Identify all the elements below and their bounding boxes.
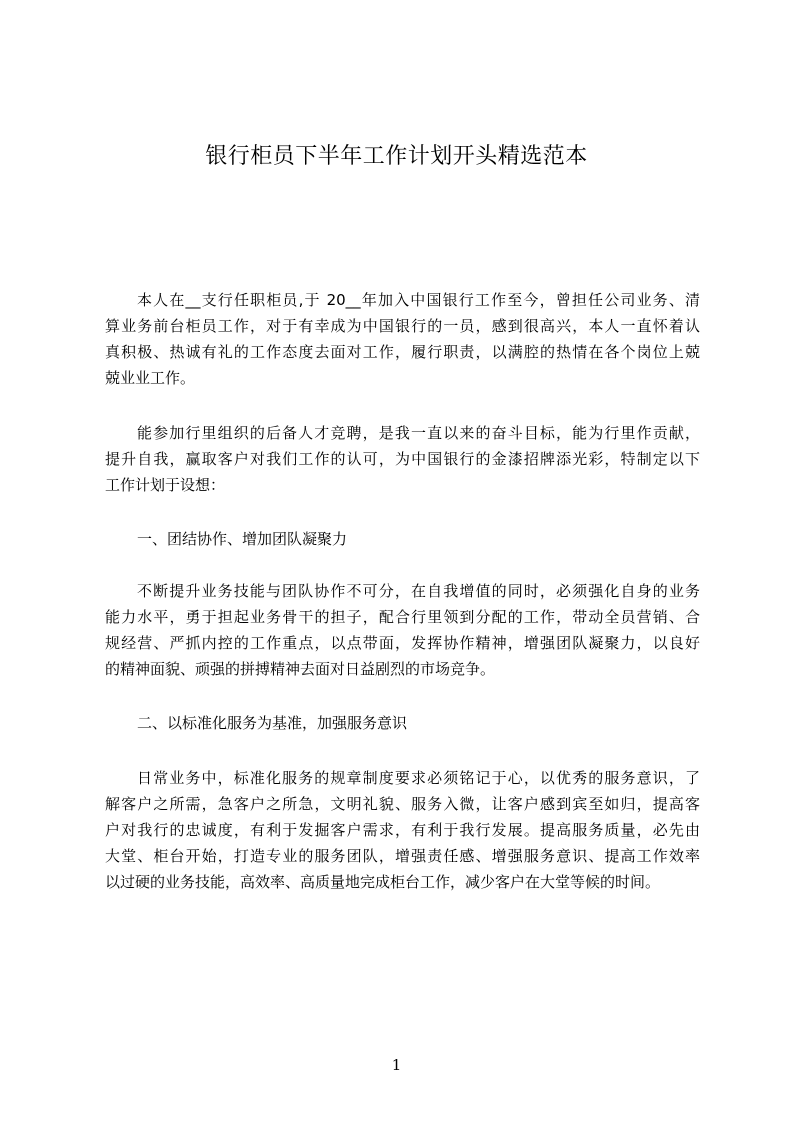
page-number: 1 <box>391 1056 402 1074</box>
paragraph-line: 能参加行里组织的后备人才竞聘，是我一直以来的奋斗目标，能为行里作贡献， <box>137 424 700 442</box>
paragraph-line: 工作计划于设想： <box>105 476 226 494</box>
paragraph-line: 日常业务中，标准化服务的规章制度要求必须铭记于心，以优秀的服务意识，了 <box>137 769 700 787</box>
paragraph-line: 的精神面貌、顽强的拼搏精神去面对日益剧烈的市场竞争。 <box>105 660 496 678</box>
document-title: 银行柜员下半年工作计划开头精选范本 <box>205 144 588 169</box>
paragraph-line: 兢业业工作。 <box>105 369 196 387</box>
paragraph-line: 以过硬的业务技能，高效率、高质量地完成柜台工作，减少客户在大堂等候的时间。 <box>105 873 661 891</box>
paragraph-line: 户对我行的忠诚度，有利于发掘客户需求，有利于我行发展。提高服务质量，必先由 <box>105 821 700 839</box>
paragraph-teamwork <box>105 578 700 682</box>
paragraph-goal <box>105 420 700 498</box>
paragraph-line: 提升自我，赢取客户对我们工作的认可，为中国银行的金漆招牌添光彩，特制定以下 <box>105 450 700 468</box>
paragraph-line: 不断提升业务技能与团队协作不可分，在自我增值的同时，必须强化自身的业务 <box>137 582 700 600</box>
section-heading-2: 二、以标准化服务为基准，加强服务意识 <box>137 714 408 732</box>
paragraph-line: 能力水平，勇于担起业务骨干的担子，配合行里领到分配的工作，带动全员营销、合 <box>105 608 700 626</box>
paragraph-line: 规经营、严抓内控的工作重点，以点带面，发挥协作精神，增强团队凝聚力，以良好 <box>105 634 700 652</box>
paragraph-line: 真积极、热诚有礼的工作态度去面对工作，履行职责，以满腔的热情在各个岗位上兢 <box>105 343 700 361</box>
paragraph-line: 解客户之所需，急客户之所急，文明礼貌、服务入微，让客户感到宾至如归，提高客 <box>105 795 700 813</box>
paragraph-line: 本人在__支行任职柜员,于 20__年加入中国银行工作至今，曾担任公司业务、清 <box>137 291 700 309</box>
paragraph-service <box>105 765 700 895</box>
section-heading-1: 一、团结协作、增加团队凝聚力 <box>137 530 348 548</box>
paragraph-line: 大堂、柜台开始，打造专业的服务团队，增强责任感、增强服务意识、提高工作效率 <box>105 847 700 865</box>
paragraph-line: 算业务前台柜员工作，对于有幸成为中国银行的一员，感到很高兴，本人一直怀着认 <box>105 317 700 335</box>
paragraph-intro <box>105 287 700 391</box>
